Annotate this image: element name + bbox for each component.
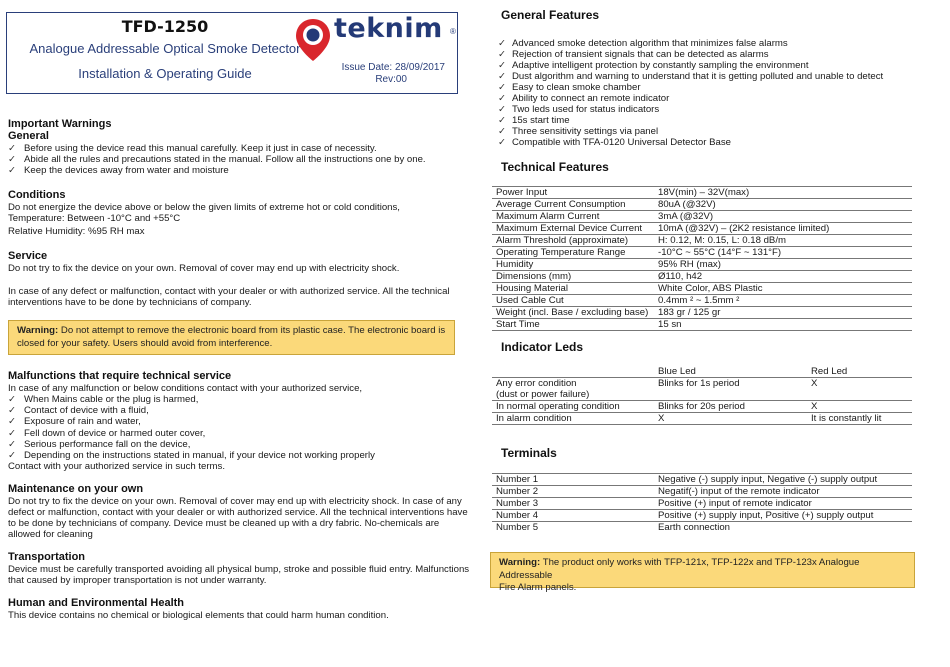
check-icon: ✓ (498, 38, 507, 49)
registered-mark: ® (450, 27, 456, 36)
general-item: ✓ Before using the device read this manual carefully. Keep it just in case of necessity. (8, 143, 377, 154)
table-row: Start Time 15 sn (492, 319, 912, 331)
warning-box-panels: Warning: The product only works with TFP-121x, TFP-122x and TFP-123x Analogue Addressable Fire Alarm panels. (490, 552, 915, 588)
conditions-heading: Conditions (8, 189, 66, 201)
check-icon: ✓ (498, 49, 507, 60)
feature-item: ✓ Two leds used for status indicators (498, 104, 660, 115)
malfunction-item: ✓ Fell down of device or harmed outer cover, (8, 428, 206, 439)
check-icon: ✓ (8, 428, 17, 439)
transportation-text: that caused by improper transportation is not under warranty. (8, 575, 267, 586)
col-blue-led: Blue Led (654, 366, 807, 378)
feature-item: ✓ Easy to clean smoke chamber (498, 82, 641, 93)
feature-item: ✓ Ability to connect an remote indicator (498, 93, 670, 104)
check-icon: ✓ (498, 115, 507, 126)
table-row: Number 1 Negative (-) supply input, Negative (-) supply output (492, 474, 912, 486)
feature-item: ✓ Compatible with TFA-0120 Universal Detector Base (498, 137, 731, 148)
maintenance-text: allowed for cleaning (8, 529, 93, 540)
feature-item: ✓ Adaptive intelligent protection by constantly sampling the environment (498, 60, 809, 71)
service-text: In case of any defect or malfunction, contact with your dealer or with authorized service. All the technical (8, 286, 450, 297)
table-header-row (492, 366, 912, 378)
table-row: In alarm condition X It is constantly lit (492, 413, 912, 425)
malfunction-item: ✓ Exposure of rain and water, (8, 416, 141, 427)
table-row: Power Input 18V(min) – 32V(max) (492, 187, 912, 199)
technical-features-table (492, 186, 912, 331)
table-row: Operating Temperature Range -10°C ~ 55°C (14°F ~ 131°F) (492, 247, 912, 259)
table-row: Housing Material White Color, ABS Plastic (492, 283, 912, 295)
malfunction-item: ✓ When Mains cable or the plug is harmed, (8, 394, 199, 405)
issue-date: Issue Date: 28/09/2017 (341, 62, 445, 73)
malfunction-item: ✓ Contact of device with a fluid, (8, 405, 149, 416)
check-icon: ✓ (8, 405, 17, 416)
table-row: Used Cable Cut 0.4mm ² ~ 1.5mm ² (492, 295, 912, 307)
table-row: Any error condition (dust or power failure) Blinks for 1s period X (492, 378, 912, 401)
malfunctions-outro: Contact with your authorized service in such terms. (8, 461, 226, 472)
indicator-leds-table (492, 366, 912, 425)
malfunction-item: ✓ Depending on the instructions stated in manual, if your device not working properly (8, 450, 375, 461)
service-text: interventions have to be done by technicians of company. (8, 297, 252, 308)
general-heading: General (8, 130, 49, 142)
health-text: This device contains no chemical or biological elements that could harm human condition. (8, 610, 389, 621)
check-icon: ✓ (498, 93, 507, 104)
table-row: Dimensions (mm) Ø110, h42 (492, 271, 912, 283)
terminals-heading: Terminals (501, 446, 557, 460)
table-row: Average Current Consumption 80uA (@32V) (492, 199, 912, 211)
table-row: Maximum External Device Current 10mA (@32V) – (2K2 resistance limited) (492, 223, 912, 235)
warning-box-case: Warning: Do not attempt to remove the electronic board from its plastic case. The electronic board is closed for your safety. Users should avoid from interference. (8, 320, 455, 355)
header-box (6, 12, 458, 94)
health-heading: Human and Environmental Health (8, 597, 185, 609)
maintenance-text: Do not try to fix the device on your own. Removal of cover may end up with electricity shock. In case of any (8, 496, 462, 507)
malfunction-item: ✓ Serious performance fall on the device, (8, 439, 191, 450)
table-row: Number 3 Positive (+) input of remote indicator (492, 498, 912, 510)
technical-features-heading: Technical Features (501, 160, 609, 174)
transportation-text: Device must be carefully transported avoiding all physical bump, stroke and possible fluid entry. Malfunctions (8, 564, 470, 575)
general-item: ✓ Keep the devices away from water and moisture (8, 165, 229, 176)
check-icon: ✓ (498, 126, 507, 137)
check-icon: ✓ (498, 60, 507, 71)
check-icon: ✓ (8, 439, 17, 450)
malfunctions-intro: In case of any malfunction or below conditions contact with your authorized service, (8, 383, 363, 394)
table-row: Number 5 Earth connection (496, 522, 730, 533)
table-row: Maximum Alarm Current 3mA (@32V) (492, 211, 912, 223)
terminals-table (492, 473, 912, 533)
indicator-leds-heading: Indicator Leds (501, 340, 584, 354)
document-subtitle: Analogue Addressable Optical Smoke Detector (29, 41, 301, 56)
table-row: Number 4 Positive (+) supply input, Positive (+) supply output (492, 510, 912, 522)
check-icon: ✓ (8, 154, 17, 165)
check-icon: ✓ (498, 104, 507, 115)
check-icon: ✓ (8, 143, 17, 154)
brand-logo (292, 13, 457, 64)
check-icon: ✓ (498, 71, 507, 82)
service-text: Do not try to fix the device on your own. Removal of cover may end up with electricity shock. (8, 263, 400, 274)
check-icon: ✓ (8, 416, 17, 427)
important-warnings-heading: Important Warnings (8, 118, 112, 130)
feature-item: ✓ Dust algorithm and warning to understand that it is getting polluted and unable to detect (498, 71, 884, 82)
feature-item: ✓ Rejection of transient signals that can be detected as alarms (498, 49, 769, 60)
check-icon: ✓ (8, 394, 17, 405)
check-icon: ✓ (498, 137, 507, 148)
service-heading: Service (8, 250, 48, 262)
malfunctions-heading: Malfunctions that require technical service (8, 370, 232, 382)
document-title: TFD-1250 (121, 17, 209, 36)
conditions-humidity: Relative Humidity: %95 RH max (8, 226, 145, 237)
document-guide-title: Installation & Operating Guide (78, 66, 252, 81)
maintenance-text: to be done by technicians of company. Device must be cleaned up with a dry fabric. No-chemicals are (8, 518, 440, 529)
conditions-temperature: Temperature: Between -10°C and +55°C (8, 213, 181, 224)
revision: Rev:00 (375, 74, 407, 85)
maintenance-heading: Maintenance on your own (8, 483, 144, 495)
location-pin-icon (294, 18, 332, 62)
table-row: In normal operating condition Blinks for 20s period X (492, 401, 912, 413)
table-row: Number 2 Negatif(-) input of the remote indicator (492, 486, 912, 498)
check-icon: ✓ (8, 165, 17, 176)
feature-item: ✓ 15s start time (498, 115, 570, 126)
table-row: Humidity 95% RH (max) (492, 259, 912, 271)
feature-item: ✓ Three sensitivity settings via panel (498, 126, 659, 137)
col-red-led: Red Led (807, 366, 912, 378)
general-item: ✓ Abide all the rules and precautions stated in the manual. Follow all the instructions one by one. (8, 154, 426, 165)
check-icon: ✓ (498, 82, 507, 93)
table-row: Weight (incl. Base / excluding base) 183 gr / 125 gr (492, 307, 912, 319)
brand-name: teknim (334, 13, 443, 44)
table-row: Alarm Threshold (approximate) H: 0.12, M: 0.15, L: 0.18 dB/m (492, 235, 912, 247)
check-icon: ✓ (8, 450, 17, 461)
conditions-text: Do not energize the device above or below the given limits of extreme hot or cold conditions, (8, 202, 400, 213)
general-features-heading: General Features (501, 8, 600, 22)
feature-item: ✓ Advanced smoke detection algorithm that minimizes false alarms (498, 38, 788, 49)
maintenance-text: defect or malfunction, contact with your dealer or with authorized service. All the technical interventions have (8, 507, 468, 518)
transportation-heading: Transportation (8, 551, 86, 563)
